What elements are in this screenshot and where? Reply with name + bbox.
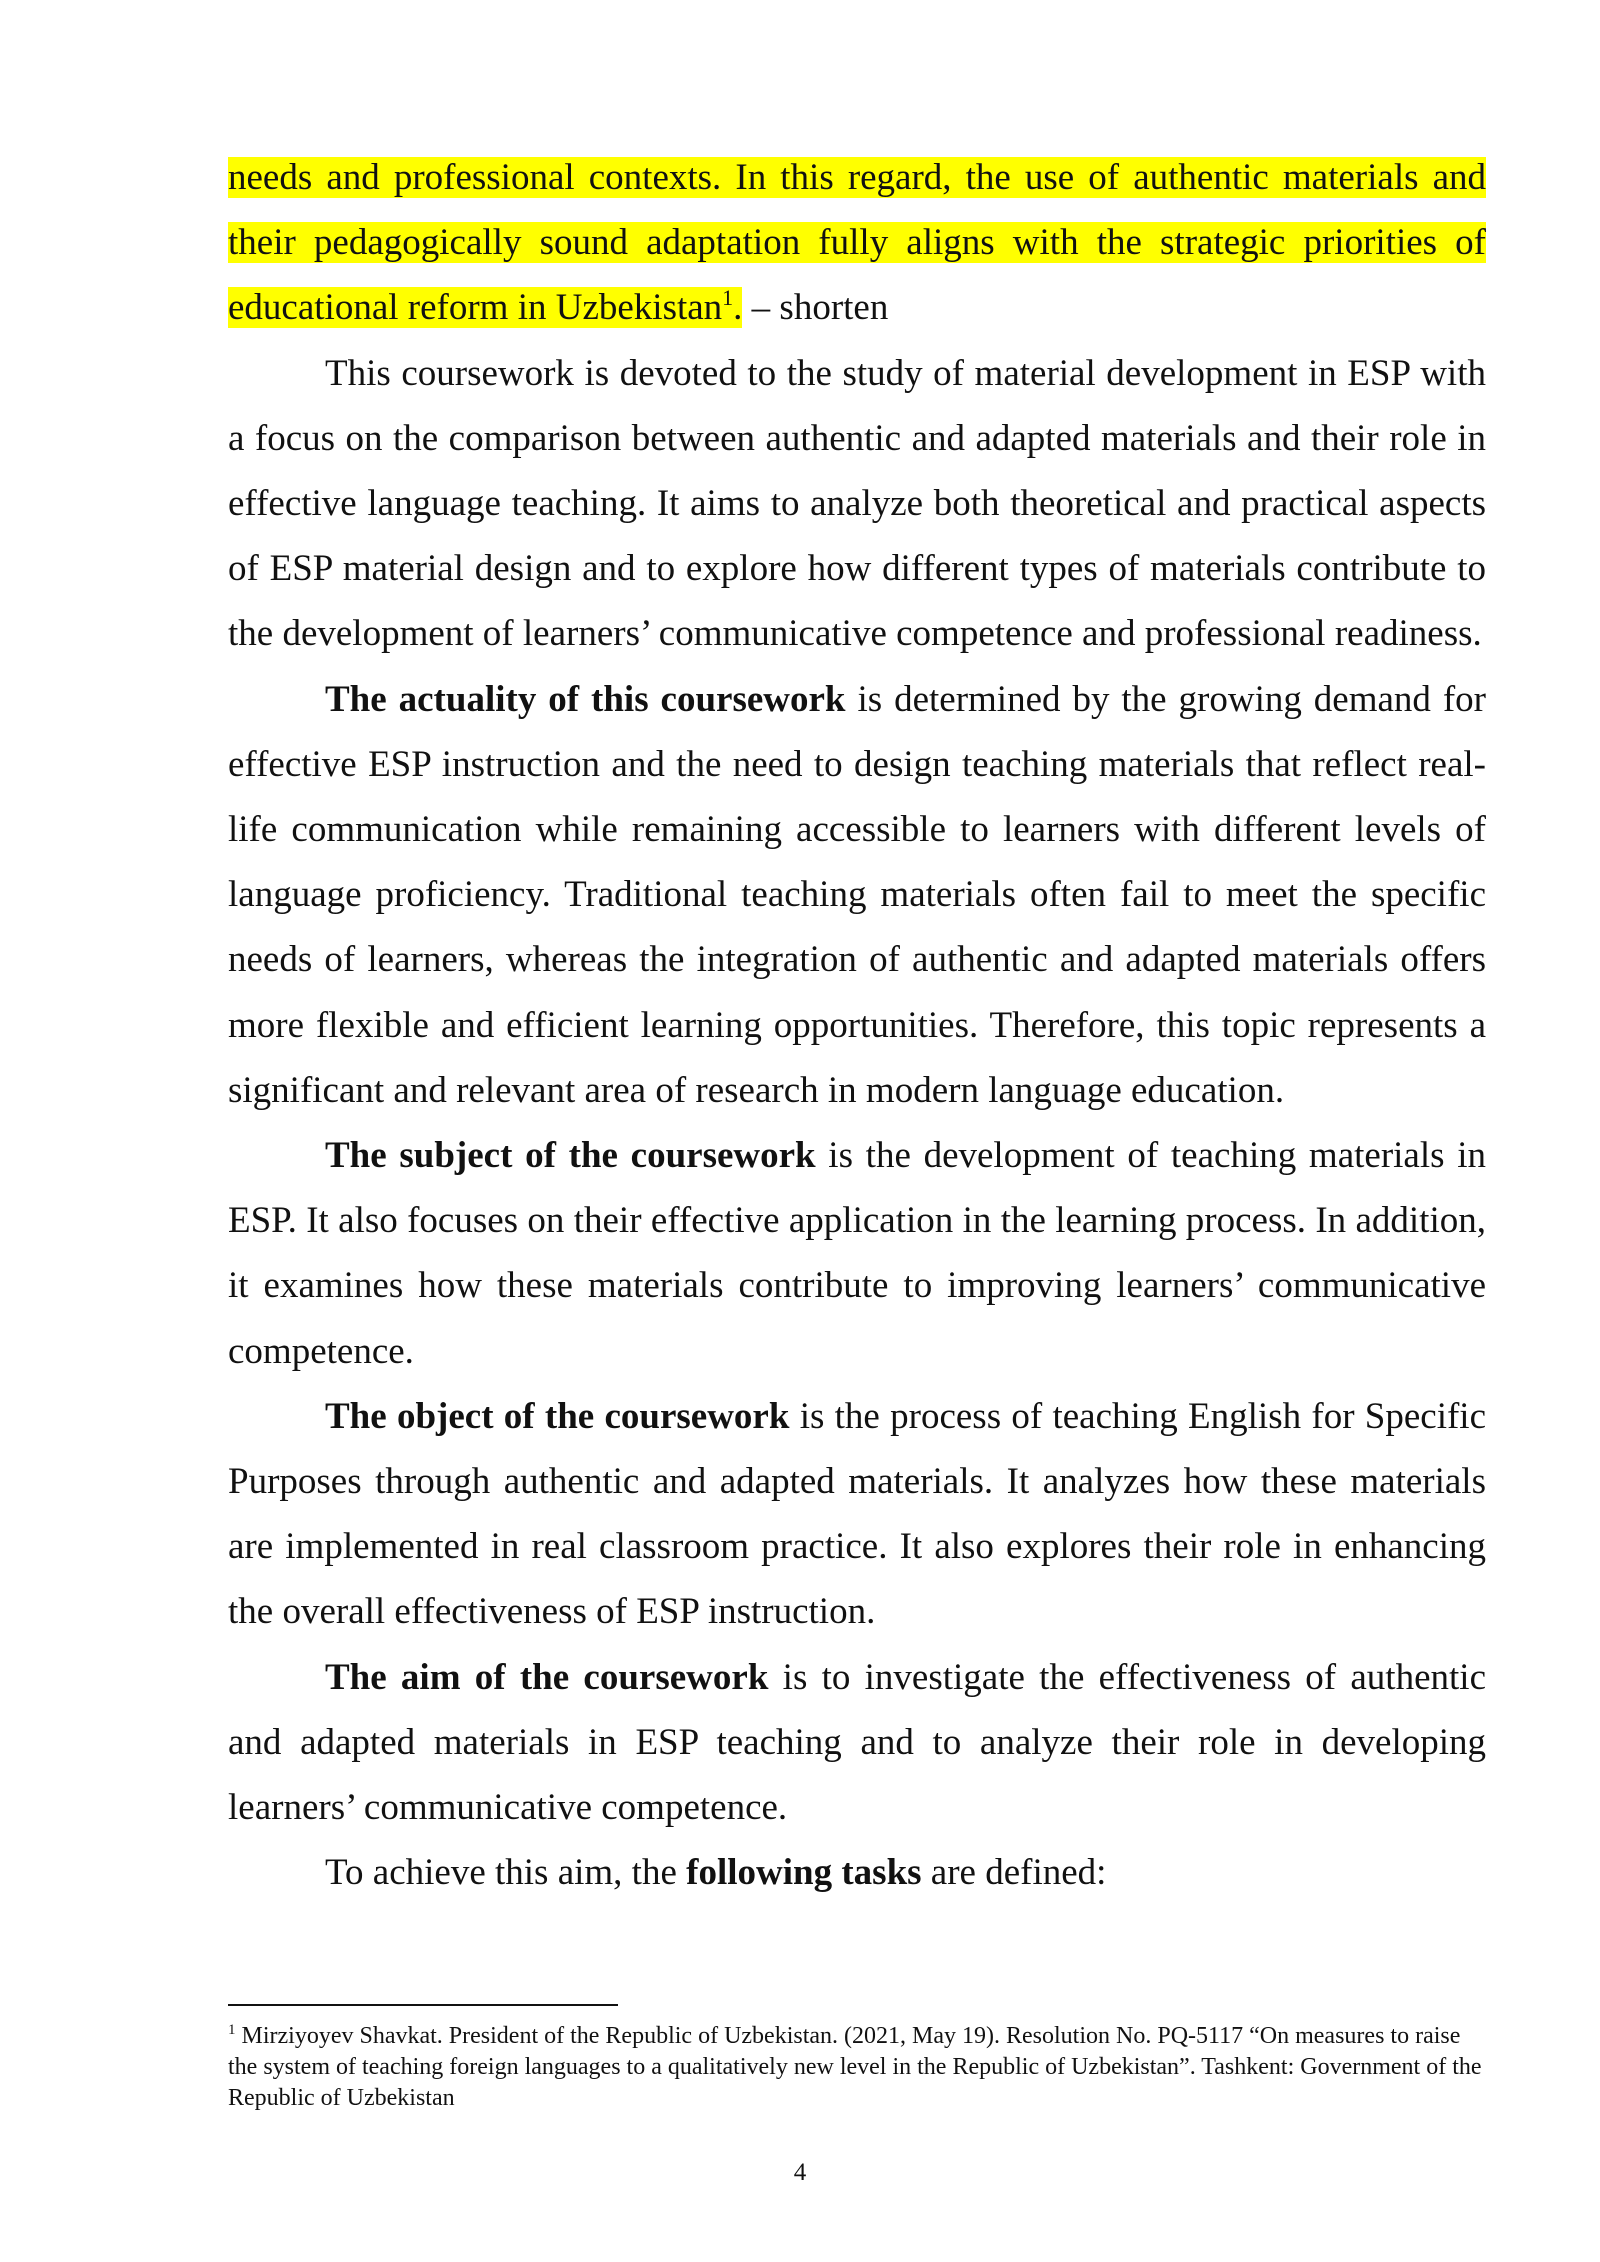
paragraph-tasks-intro — [228, 1840, 1486, 1905]
page-number: 4 — [793, 2159, 807, 2186]
footnote — [228, 2021, 1486, 2114]
paragraph-text: is the process of teaching English for Specific Purposes through authentic and adapted materials. It analyzes how these materials are implemented in real classroom practice. It also explores their role in enhancing the overall effectiveness of ESP instruction. — [228, 1395, 1487, 1633]
footnote-reference[interactable]: 1 — [722, 285, 734, 311]
paragraph-text: is to investigate the effectiveness of authentic and adapted materials in ESP teaching and to analyze their role in developing learners’ communicative competence. — [228, 1656, 1486, 1829]
paragraph-text: To achieve this aim, the — [325, 1852, 687, 1894]
paragraph-heading: The actuality of this coursework — [325, 678, 846, 720]
paragraph-object — [228, 1384, 1486, 1645]
highlighted-period: . — [733, 287, 743, 329]
paragraph-introduction — [228, 341, 1486, 667]
paragraph-text: This coursework is devoted to the study of material development in ESP with a focus on the comparison between authentic and adapted materials and their role in effective language teaching. It aims to analyze both theoretical and practical aspects of ESP material design and to explore how different types of materials contribute to the development of learners’ communicative competence and professional readiness. — [228, 352, 1486, 655]
paragraph-heading: following tasks — [686, 1852, 922, 1894]
paragraph-continuation — [228, 145, 1486, 341]
paragraph-heading: The object of the coursework — [325, 1395, 790, 1437]
paragraph-text: is the development of teaching materials in ESP. It also focuses on their effective application in the learning process. In addition, it examines how these materials contribute to improving learners’ communicative competence. — [228, 1135, 1486, 1372]
paragraph-subject — [228, 1123, 1486, 1384]
footnote-separator — [228, 2004, 618, 2006]
paragraph-heading: The subject of the coursework — [325, 1135, 816, 1177]
paragraph-text-end: are defined: — [921, 1852, 1107, 1894]
document-body — [228, 145, 1486, 1905]
footnote-marker: 1 — [228, 2022, 236, 2038]
paragraph-aim — [228, 1645, 1486, 1841]
footnote-text: Mirziyoyev Shavkat. President of the Republic of Uzbekistan. (2021, May 19). Resolution No. PQ-5117 “On measures to raise the system of teaching foreign languages to a qualitatively new level in the Republic of Uzbekistan”. Tashkent: Government of the Republic of Uzbekistan — [228, 2023, 1482, 2111]
paragraph-heading: The aim of the coursework — [325, 1656, 769, 1698]
editor-note: – shorten — [742, 287, 889, 329]
paragraph-actuality — [228, 667, 1486, 1123]
highlighted-sentence: needs and professional contexts. In this regard, the use of authentic materials and their pedagogically sound adaptation fully aligns with the strategic priorities of educational reform in Uzbekistan — [228, 157, 1486, 329]
paragraph-text: is determined by the growing demand for effective ESP instruction and the need to design teaching materials that reflect real-life communication while remaining accessible to learners with different levels of language proficiency. Traditional teaching materials often fail to meet the specific needs of learners, whereas the integration of authentic and adapted materials offers more flexible and efficient learning opportunities. Therefore, this topic represents a significant and relevant area of research in modern language education. — [228, 678, 1486, 1111]
